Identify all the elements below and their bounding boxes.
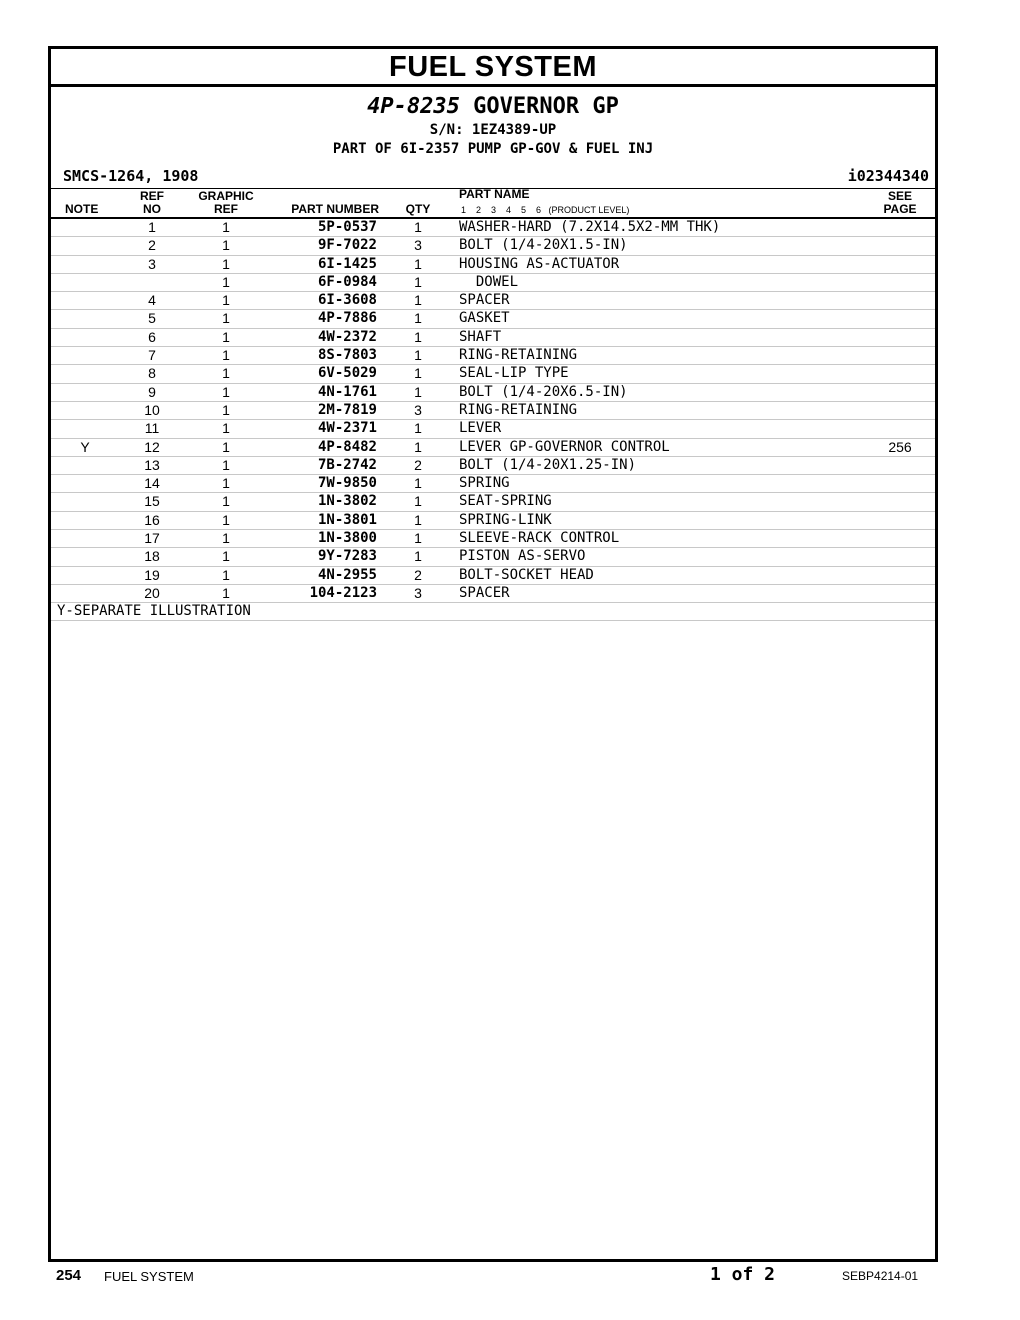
cell-part-name: RING-RETAINING — [459, 401, 578, 418]
footer-section: FUEL SYSTEM — [104, 1269, 194, 1284]
table-row — [51, 420, 935, 438]
cell-graphic-ref: 1 — [222, 438, 230, 455]
cell-graphic-ref: 1 — [222, 273, 230, 290]
cell-part-name: BOLT (1/4-20X1.5-IN) — [459, 237, 628, 254]
cell-part-name: SHAFT — [459, 328, 502, 345]
cell-part-name: SLEEVE-RACK CONTROL — [459, 530, 620, 547]
serial-number-range: S/N: 1EZ4389-UP — [429, 122, 557, 138]
cell-graphic-ref: 1 — [222, 493, 230, 510]
cell-qty: 1 — [414, 493, 422, 510]
illustration-id: i02344340 — [847, 167, 929, 185]
cell-qty: 2 — [414, 456, 422, 473]
cell-qty: 2 — [414, 566, 422, 583]
cell-ref-no: 11 — [144, 420, 160, 437]
table-row — [51, 329, 935, 347]
footer-doc-number: SEBP4214-01 — [842, 1269, 919, 1283]
parts-page-frame — [48, 46, 938, 1262]
cell-qty: 1 — [414, 365, 422, 382]
table-row — [51, 219, 935, 237]
cell-part-name: PISTON AS-SERVO — [459, 548, 586, 565]
cell-part-number: 1N-3802 — [317, 493, 377, 510]
cell-ref-no: 10 — [144, 401, 160, 418]
group-part-number: 4P-8235 — [367, 94, 460, 119]
cell-part-number: 1N-3801 — [317, 511, 377, 528]
cell-qty: 3 — [414, 401, 422, 418]
cell-part-name: SEAL-LIP TYPE — [459, 365, 569, 382]
header-ref: REF — [140, 189, 164, 203]
cell-part-number: 7B-2742 — [317, 456, 377, 473]
cell-ref-no: 3 — [148, 255, 156, 272]
cell-ref-no: 14 — [144, 475, 160, 492]
cell-part-number: 7W-9850 — [317, 475, 377, 492]
cell-part-number: 5P-0537 — [317, 219, 377, 235]
cell-part-number: 4W-2371 — [317, 420, 377, 437]
cell-ref-no: 9 — [148, 383, 156, 400]
cell-qty: 1 — [414, 530, 422, 547]
cell-qty: 3 — [414, 237, 422, 254]
table-row — [51, 237, 935, 255]
cell-qty: 3 — [414, 584, 422, 601]
cell-graphic-ref: 1 — [222, 566, 230, 583]
cell-part-name: LEVER — [459, 420, 502, 437]
cell-ref-no: 6 — [148, 328, 156, 345]
table-row — [51, 402, 935, 420]
cell-ref-no: 16 — [144, 511, 160, 528]
header-qty: QTY — [405, 202, 431, 216]
cell-part-name: SEAT-SPRING — [459, 493, 552, 510]
cell-graphic-ref: 1 — [222, 255, 230, 272]
cell-qty: 1 — [414, 420, 422, 437]
cell-graphic-ref: 1 — [222, 328, 230, 345]
header-graphic-ref: REF — [214, 202, 238, 216]
cell-part-name: BOLT (1/4-20X6.5-IN) — [459, 383, 628, 400]
cell-part-name: RING-RETAINING — [459, 347, 578, 364]
cell-part-number: 2M-7819 — [317, 401, 377, 418]
group-name: GOVERNOR GP — [473, 94, 619, 119]
footnote: Y-SEPARATE ILLUSTRATION — [51, 603, 935, 621]
cell-qty: 1 — [414, 475, 422, 492]
cell-qty: 1 — [414, 292, 422, 309]
header-product-level: 1 2 3 4 5 6 (PRODUCT LEVEL) — [461, 205, 630, 215]
cell-ref-no: 8 — [148, 365, 156, 382]
cell-ref-no: 12 — [144, 438, 160, 455]
table-row — [51, 475, 935, 493]
cell-ref-no: 13 — [144, 456, 160, 473]
cell-part-number: 4N-1761 — [317, 383, 377, 400]
group-title — [51, 93, 935, 121]
cell-graphic-ref: 1 — [222, 511, 230, 528]
table-header — [51, 189, 935, 219]
cell-qty: 1 — [414, 310, 422, 327]
table-row — [51, 439, 935, 457]
header-part-name: PART NAME — [459, 187, 530, 201]
cell-graphic-ref: 1 — [222, 347, 230, 364]
cell-ref-no: 7 — [148, 347, 156, 364]
cell-part-number: 9Y-7283 — [317, 548, 377, 565]
cell-qty: 1 — [414, 383, 422, 400]
table-row — [51, 256, 935, 274]
cell-graphic-ref: 1 — [222, 420, 230, 437]
cell-part-number: 1N-3800 — [317, 530, 377, 547]
cell-graphic-ref: 1 — [222, 530, 230, 547]
cell-graphic-ref: 1 — [222, 310, 230, 327]
cell-part-number: 9F-7022 — [317, 237, 377, 254]
table-row — [51, 365, 935, 383]
header-part-number: PART NUMBER — [291, 202, 379, 216]
header-note: NOTE — [65, 202, 99, 216]
cell-part-number: 4P-7886 — [317, 310, 377, 327]
cell-qty: 1 — [414, 328, 422, 345]
see-page-link[interactable]: 256 — [888, 438, 912, 455]
cell-ref-no: 2 — [148, 237, 156, 254]
header-page: PAGE — [883, 202, 917, 216]
table-row — [51, 585, 935, 603]
table-row — [51, 457, 935, 475]
cell-qty: 1 — [414, 511, 422, 528]
cell-part-name: SPACER — [459, 584, 510, 601]
footer-page-number: 254 — [56, 1267, 82, 1284]
cell-qty: 1 — [414, 548, 422, 565]
cell-part-number: 6I-3608 — [317, 292, 377, 309]
cell-part-number: 6F-0984 — [317, 273, 377, 290]
cell-part-name: BOLT (1/4-20X1.25-IN) — [459, 456, 637, 473]
cell-part-name: SPRING-LINK — [459, 511, 552, 528]
cell-part-name: HOUSING AS-ACTUATOR — [459, 255, 620, 272]
cell-ref-no: 18 — [144, 548, 160, 565]
table-row — [51, 384, 935, 402]
table-row — [51, 512, 935, 530]
cell-graphic-ref: 1 — [222, 219, 230, 235]
cell-graphic-ref: 1 — [222, 548, 230, 565]
cell-part-number: 4N-2955 — [317, 566, 377, 583]
cell-part-name: BOLT-SOCKET HEAD — [459, 566, 594, 583]
cell-part-name: WASHER-HARD (7.2X14.5X2-MM THK) — [459, 219, 721, 235]
cell-graphic-ref: 1 — [222, 475, 230, 492]
cell-qty: 1 — [414, 255, 422, 272]
page-footer — [0, 1262, 1020, 1292]
cell-part-name: GASKET — [459, 310, 510, 327]
smcs-code: SMCS-1264, 1908 — [63, 167, 199, 185]
cell-ref-no: 17 — [144, 530, 160, 547]
cell-part-number[interactable]: 4P-8482 — [317, 438, 377, 455]
cell-part-name: DOWEL — [459, 273, 519, 290]
cell-graphic-ref: 1 — [222, 401, 230, 418]
cell-part-number: 6I-1425 — [317, 255, 377, 272]
cell-graphic-ref: 1 — [222, 237, 230, 254]
cell-ref-no: 19 — [144, 566, 160, 583]
cell-qty: 1 — [414, 219, 422, 235]
section-title: FUEL SYSTEM — [51, 49, 935, 87]
table-row — [51, 567, 935, 585]
cell-qty: 1 — [414, 347, 422, 364]
table-row — [51, 493, 935, 511]
cell-part-number: 104-2123 — [309, 584, 377, 601]
cell-graphic-ref: 1 — [222, 383, 230, 400]
cell-part-name: LEVER GP-GOVERNOR CONTROL — [459, 438, 670, 455]
cell-part-name: SPRING — [459, 475, 510, 492]
cell-ref-no: 4 — [148, 292, 156, 309]
table-row — [51, 292, 935, 310]
cell-qty: 1 — [414, 438, 422, 455]
cell-ref-no: 15 — [144, 493, 160, 510]
table-row — [51, 530, 935, 548]
part-of-line: PART OF 6I-2357 PUMP GP-GOV & FUEL INJ — [332, 141, 654, 157]
cell-ref-no: 20 — [144, 584, 160, 601]
cell-part-name: SPACER — [459, 292, 510, 309]
cell-graphic-ref: 1 — [222, 584, 230, 601]
table-row — [51, 548, 935, 566]
cell-qty: 1 — [414, 273, 422, 290]
cell-graphic-ref: 1 — [222, 365, 230, 382]
footer-page-of: 1 of 2 — [710, 1264, 776, 1285]
cell-ref-no: 1 — [148, 219, 156, 235]
table-row — [51, 274, 935, 292]
table-row — [51, 347, 935, 365]
header-ref-no: NO — [143, 202, 161, 216]
cell-note: Y — [80, 438, 90, 455]
cell-part-number: 8S-7803 — [317, 347, 377, 364]
cell-graphic-ref: 1 — [222, 456, 230, 473]
table-row — [51, 310, 935, 328]
header-graphic: GRAPHIC — [198, 189, 254, 203]
header-see: SEE — [887, 189, 912, 203]
smcs-row — [51, 164, 935, 189]
cell-graphic-ref: 1 — [222, 292, 230, 309]
cell-part-number: 4W-2372 — [317, 328, 377, 345]
cell-part-number: 6V-5029 — [317, 365, 377, 382]
parts-table-body — [51, 219, 935, 621]
cell-ref-no: 5 — [148, 310, 156, 327]
